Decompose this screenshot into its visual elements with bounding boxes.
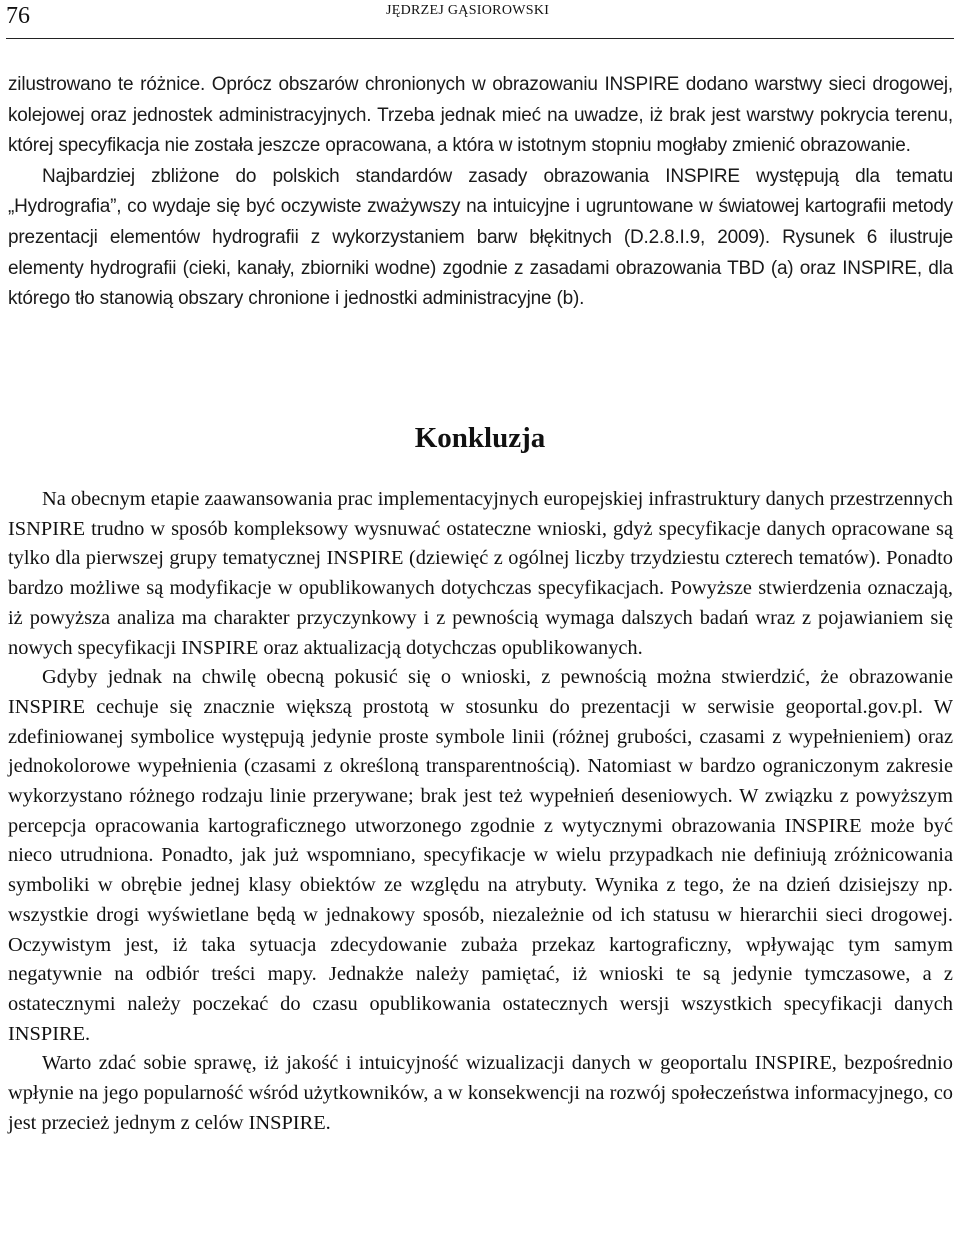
section-body bbox=[8, 485, 953, 1138]
body-paragraph: Na obecnym etapie zaawansowania prac implementacyjnych europejskiej infrastruktury danych przestrzennych ISNPIRE trudno w sposób kompleksowy wysnuwać ostateczne wnioski, gdyż specyfikacje danych opracowane są tylko dla pierwszej grupy tematycznej INSPIRE (dziewięć z ogólnej liczby trzydziestu czterech tematów). Ponadto bardzo możliwe są modyfikacje w opublikowanych dotychczas specyfikacjach. Powyższe stwierdzenia oznaczają, iż powyższa analiza ma charakter przyczynkowy i z pewnością wymaga dalszych badań wraz z pojawianiem się nowych specyfikacji INSPIRE oraz aktualizacją dotychczas opublikowanych. bbox=[8, 488, 953, 659]
running-head-author: JĘDRZEJ GĄSIOROWSKI bbox=[386, 3, 550, 18]
body-paragraph: Warto zdać sobie sprawę, iż jakość i intuicyjność wizualizacji danych w geoportalu INSPIRE, bezpośrednio wpłynie na jego popularność wśród użytkowników, a w konsekwencji na rozwój społeczeństwa informacyjnego, co jest przecież jednym z celów INSPIRE. bbox=[8, 1052, 953, 1134]
body-paragraph: Gdyby jednak na chwilę obecną pokusić się o wnioski, z pewnością można stwierdzić, że obrazowanie INSPIRE cechuje się znacznie większą prostotą w stosunku do prezentacji w serwisie geoportal.gov.pl. W zdefiniowanej symbolice występują jedynie proste symbole linii (różnej grubości, czasami z wypełnieniem) oraz jednokolorowe wypełnienia (czasami z określoną transparentnością). Natomiast w bardzo ograniczonym zakresie wykorzystano różnego rodzaju linie przerywane; brak jest też wypełnień deseniowych. W związku z powyższym percepcja opracowania kartograficznego utworzonego zgodnie z wytycznymi obrazowania INSPIRE może być nieco utrudniona. Ponadto, jak już wspomniano, specyfikacje w wielu przypadkach nie definiują zróżnicowania symboliki w obrębie jednej klasy obiektów ze względu na atrybuty. Wynika z tego, że na dzień dzisiejszy np. wszystkie drogi wyświetlane będą w jednakowy sposób, niezależnie od ich statusu w hierarchii sieci drogowej. Oczywistym jest, iż taka sytuacja zdecydowanie zubaża przekaz kartograficzny, wpływając tym samym negatywnie na odbiór treści mapy. Jednakże należy pamiętać, iż wnioski te są jedynie tymczasowe, a z ostatecznymi należy poczekać do czasu opublikowania ostatecznych wersji wszystkich specyfikacji danych INSPIRE. bbox=[8, 666, 953, 1045]
intro-paragraph: zilustrowano te różnice. Oprócz obszarów chronionych w obrazowaniu INSPIRE dodano warstwy sieci drogowej, kolejowej oraz jednostek administracyjnych. Trzeba jednak mieć na uwadze, iż brak jest warstwy pokrycia terenu, której specyfikacja nie została jeszcze opracowana, a która w istotnym stopniu mogłaby zmienić obrazowanie. bbox=[8, 74, 953, 157]
intro-text bbox=[8, 70, 953, 315]
intro-paragraph: Najbardziej zbliżone do polskich standardów zasady obrazowania INSPIRE występują dla tematu „Hydrografia”, co wydaje się być oczywiste zważywszy na intuicyjne i ugruntowane w światowej kartografii metody prezentacji elementów hydrografii z wykorzystaniem barw błękitnych (D.2.8.I.9, 2009). Rysunek 6 ilustruje elementy hydrografii (cieki, kanały, zbiorniki wodne) zgodnie z zasadami obrazowania TBD (a) oraz INSPIRE, dla którego tło stanowią obszary chronione i jednostki administracyjne (b). bbox=[8, 165, 953, 310]
page-number: 76 bbox=[6, 3, 30, 29]
page-header bbox=[6, 0, 954, 39]
section-heading: Konkluzja bbox=[414, 422, 546, 454]
